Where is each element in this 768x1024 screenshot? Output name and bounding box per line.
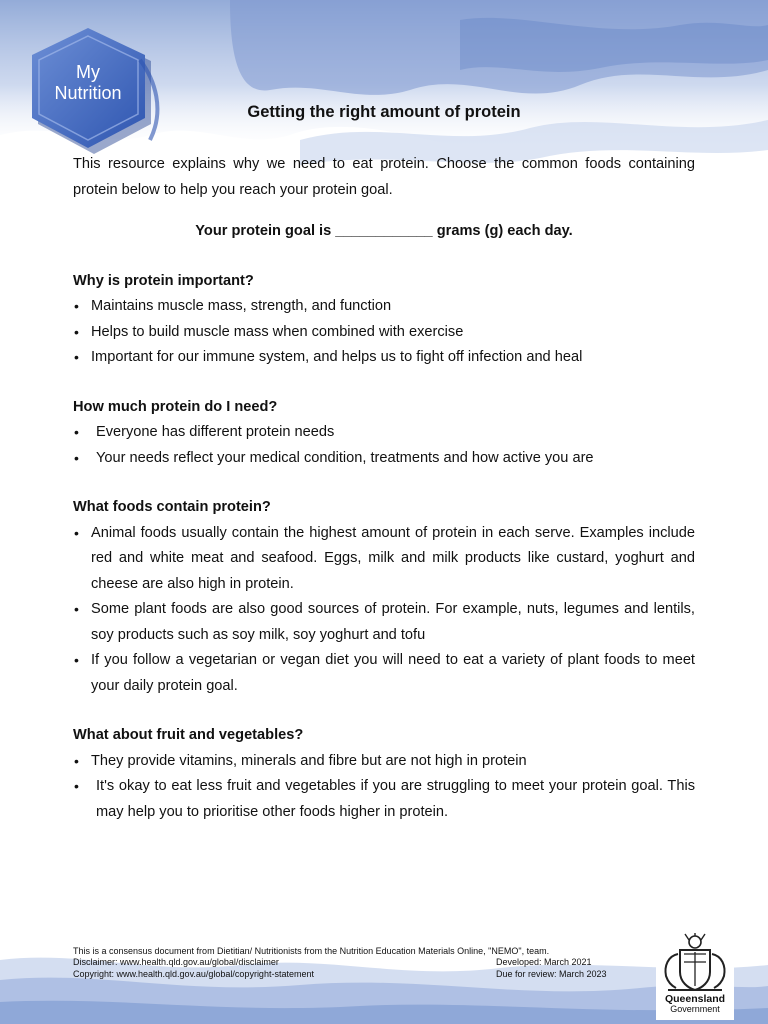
list-item: • Some plant foods are also good sources of protein. For example, nuts, legumes and lentils, soy products such as soy milk, soy yoghurt and tofu (73, 597, 695, 648)
page-title: Getting the right amount of protein (247, 103, 521, 121)
list-item: • Everyone has different protein needs (73, 420, 695, 446)
gov-logo-line-1: Queensland (664, 993, 726, 1005)
footer-developed: Developed: March 2021 (496, 957, 592, 968)
section-heading-need: How much protein do I need? (73, 398, 278, 415)
footer-review: Due for review: March 2023 (496, 968, 607, 979)
logo-line-1: My (76, 62, 100, 82)
coat-of-arms-icon (660, 932, 730, 994)
list-item: • They provide vitamins, minerals and fibre but are not high in protein (73, 749, 695, 775)
footer-copyright: Copyright: www.health.qld.gov.au/global/copyright-statement (73, 968, 314, 979)
gov-logo-line-2: Government (670, 1004, 720, 1014)
footer-disclaimer: Disclaimer: www.health.qld.gov.au/global/disclaimer (73, 957, 279, 968)
logo-line-2: Nutrition (54, 83, 122, 103)
protein-goal-line: Your protein goal is ____________ grams (g) each day. (195, 223, 573, 239)
list-item: • Important for our immune system, and helps us to fight off infection and heal (73, 345, 695, 371)
queensland-government-logo (656, 930, 734, 1020)
list-item: • Animal foods usually contain the highest amount of protein in each serve. Examples include red and white meat and seafood. Eggs, milk and milk products like custard, yoghurt and cheese are also high in protein. (73, 521, 695, 598)
foods-list (73, 521, 695, 700)
intro-paragraph: This resource explains why we need to eat protein. Choose the common foods containing protein below to help you reach your protein goal. (73, 156, 695, 198)
document-body (73, 152, 695, 825)
section-heading-fruit-veg: What about fruit and vegetables? (73, 727, 304, 743)
list-item: • It's okay to eat less fruit and vegetables if you are struggling to meet your protein goal. This may help you to prioritise other foods higher in protein. (73, 774, 695, 825)
list-item: • Helps to build muscle mass when combined with exercise (73, 320, 695, 346)
section-heading-foods: What foods contain protein? (73, 499, 271, 515)
footer-text (73, 946, 628, 980)
logo-label (38, 62, 138, 104)
list-item: • Your needs reflect your medical condition, treatments and how active you are (73, 446, 695, 472)
need-list (73, 420, 695, 471)
footer-consensus: This is a consensus document from Dietitian/ Nutritionists from the Nutrition Education Materials Online, "NEMO", team. (73, 946, 550, 956)
importance-list (73, 294, 695, 371)
fruit-veg-list (73, 749, 695, 826)
section-heading-importance: Why is protein important? (73, 272, 254, 289)
list-item: • Maintains muscle mass, strength, and function (73, 294, 695, 320)
list-item: • If you follow a vegetarian or vegan diet you will need to eat a variety of plant foods to meet your daily protein goal. (73, 648, 695, 699)
